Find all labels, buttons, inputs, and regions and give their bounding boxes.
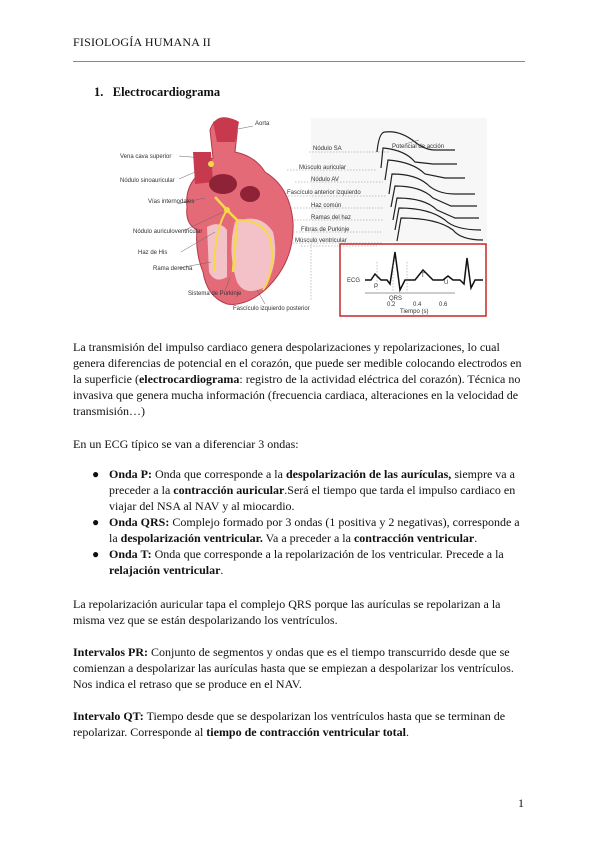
- paragraph-repolarization: La repolarización auricular tapa el complejo QRS porque las aurículas se repolarizan a la misma vez que se están despolarizando los ventrículos.: [73, 597, 501, 627]
- ecg-tick-04: 0.4: [413, 302, 422, 308]
- paragraph-intro: La transmisión del impulso cardiaco genera despolarizaciones y repolarizaciones, lo cual genera diferencias de potencial en el corazón, que puede ser medible colocando electrodos en la superficie (electrocardiograma: registro de la actividad eléctrica del corazón). Técnica no invasiva que genera mucha información (frecuencia cardiaca, alteraciones en la velocidad de transmisión…): [73, 340, 522, 418]
- label-fasciculo-posterior: Fascículo izquierdo posterior: [233, 306, 310, 312]
- term-electrocardiograma: electrocardiograma: [138, 372, 240, 386]
- section-title-text: Electrocardiograma: [112, 85, 221, 99]
- label-haz-his: Haz de His: [138, 250, 168, 256]
- page-header: FISIOLOGÍA HUMANA II: [73, 35, 211, 49]
- wave-list: [73, 466, 525, 578]
- label-fasciculo-anterior: Fascículo anterior izquierdo: [287, 190, 361, 196]
- bullet-icon: ●: [92, 467, 100, 481]
- list-item-onda-qrs: ● Onda QRS: Complejo formado por 3 ondas (1 positiva y 2 negativas), corresponde a la despolarización ventricular. Va a preceder a la contracción ventricular.: [92, 515, 520, 545]
- ecg-label-p: P: [374, 284, 379, 290]
- action-potential-panel: [285, 118, 487, 300]
- label-vena-cava: Vena cava superior: [120, 154, 172, 160]
- page-number: 1: [518, 796, 524, 810]
- bullet-icon: ●: [92, 515, 100, 529]
- ecg-tick-06: 0.6: [439, 302, 448, 308]
- label-rama-derecha: Rama derecha: [153, 266, 193, 272]
- ecg-label-qrs: QRS: [389, 296, 403, 302]
- label-aorta: Aorta: [255, 121, 270, 127]
- list-item-onda-p: ● Onda P: Onda que corresponde a la despolarización de las aurículas, siempre va a preceder a la contracción auricular.Será el tiempo que tarda el impulso cardiaco en viajar del NSA al NAV y al miocardio.: [92, 467, 516, 513]
- ecg-label: ECG: [347, 278, 361, 284]
- section-title: [94, 85, 220, 100]
- paragraph-pr-interval: Intervalos PR: Conjunto de segmentos y ondas que es el tiempo transcurrido desde que se comienzan a despolarizar las aurículas hasta que se empiezan a despolarizar los ventrículos. Nos indica el retraso que se produce en el NAV.: [73, 645, 514, 691]
- label-nodulo-sinoauricular: Nódulo sinoauricular: [120, 178, 175, 184]
- heart-illustration: [187, 118, 293, 305]
- ecg-label-t: T: [421, 273, 425, 279]
- paragraph-ecg-waves: En un ECG típico se van a diferenciar 3 ondas:: [73, 437, 299, 451]
- label-musculo-auricular: Músculo auricular: [299, 165, 347, 171]
- paragraph-qt-interval: Intervalo QT: Tiempo desde que se despolarizan los ventrículos hasta que se terminan de repolarizar. Corresponde al tiempo de contracción ventricular total.: [73, 709, 506, 739]
- label-haz-comun: Haz común: [311, 203, 342, 209]
- list-item-onda-t: ● Onda T: Onda que corresponde a la repolarización de los ventricular. Precede a la relajación ventricular.: [92, 547, 504, 577]
- ecg-label-u: U: [444, 280, 449, 286]
- label-vias-internodales: Vías internodales: [148, 199, 195, 205]
- label-fibras-purkinje: Fibras de Purkinje: [301, 227, 350, 233]
- section-number: 1.: [94, 85, 104, 99]
- header-divider: [73, 61, 525, 62]
- label-musculo-ventricular: Músculo ventricular: [295, 238, 347, 244]
- label-nodulo-av: Nódulo auriculoventricular: [133, 229, 203, 235]
- label-potencial-accion: Potencial de acción: [392, 144, 445, 150]
- label-ramas-haz: Ramas del haz: [311, 215, 352, 221]
- label-nodulo-sa: Nódulo SA: [313, 146, 342, 152]
- ecg-tick-02: 0.2: [387, 302, 396, 308]
- heart-conduction-figure: [115, 112, 490, 320]
- ecg-time-axis-label: Tiempo (s): [400, 309, 429, 315]
- label-sistema-purkinje: Sistema de Purkinje: [188, 291, 242, 297]
- label-nodulo-av-short: Nódulo AV: [311, 177, 339, 183]
- ecg-panel: [340, 244, 486, 316]
- bullet-icon: ●: [92, 547, 100, 561]
